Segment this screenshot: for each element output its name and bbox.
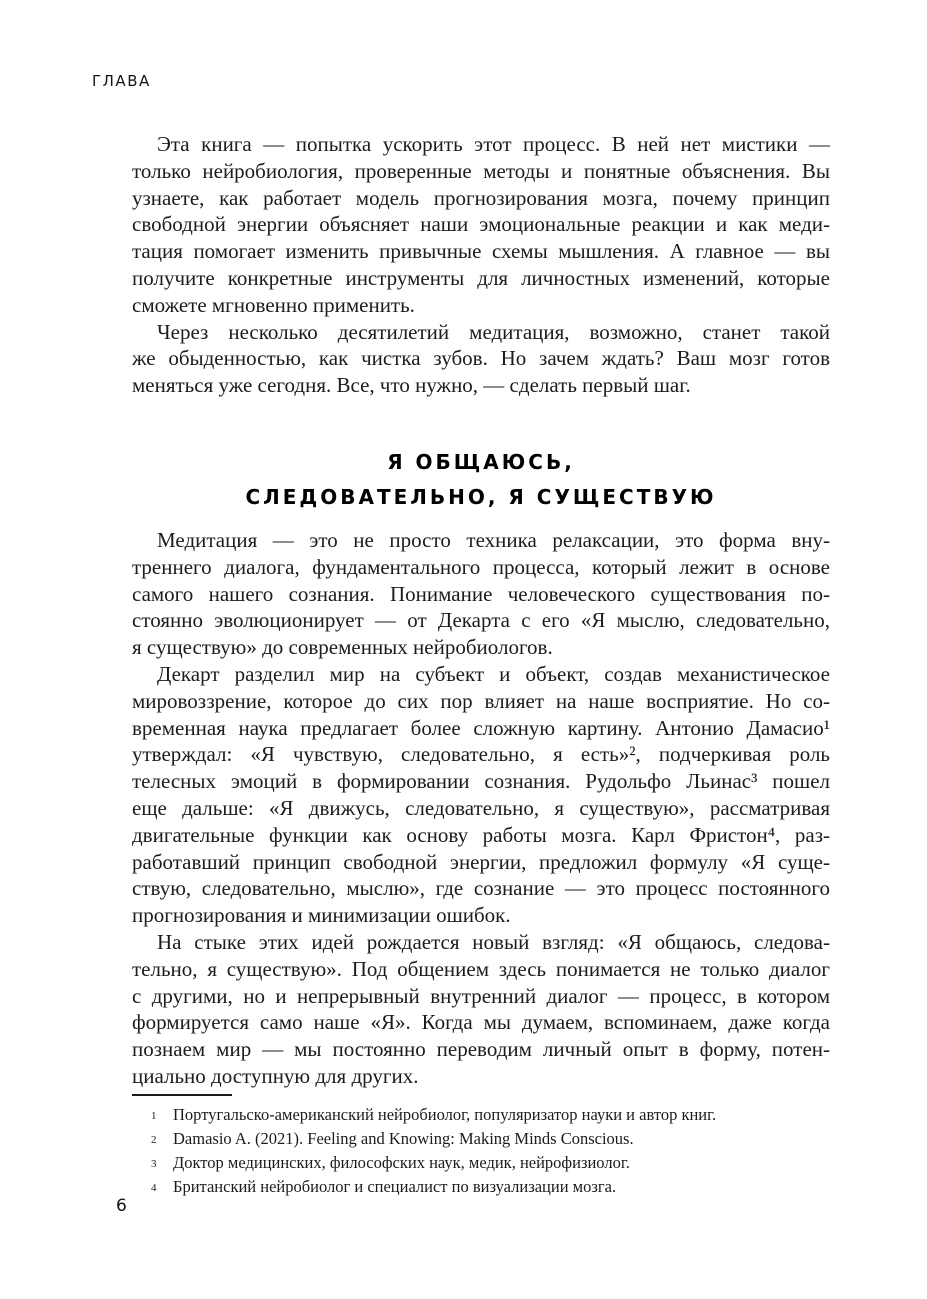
text-line: узнаете, как работает модель прогнозирования мозга, почему принцип	[132, 185, 830, 210]
text-line: же обыденностью, как чистка зубов. Но зачем ждать? Ваш мозг готов	[132, 346, 830, 371]
section-heading-line: СЛЕДОВАТЕЛЬНО, Я СУЩЕСТВУЮ	[245, 484, 717, 509]
footnote-marker: 2	[151, 1133, 157, 1146]
footnote-text: Damasio A. (2021). Feeling and Knowing: Making Minds Conscious.	[173, 1128, 634, 1148]
text-block	[132, 131, 830, 1199]
text-line: На стыке этих идей рождается новый взгляд: «Я общаюсь, следова-	[157, 929, 830, 954]
text-line: Декарт разделил мир на субъект и объект, создав механистическое	[157, 661, 830, 686]
footnote	[132, 1103, 830, 1127]
page-number: 6	[116, 1196, 127, 1216]
text-line: только нейробиология, проверенные методы и понятные объяснения. Вы	[132, 158, 830, 183]
paragraph	[132, 929, 830, 1090]
text-line: телесных эмоций в формировании сознания. Рудольфо Льинас³ пошел	[132, 769, 830, 794]
text-line: прогнозирования и минимизации ошибок.	[132, 903, 511, 928]
footnote-text: Доктор медицинских, философских наук, медик, нейрофизиолог.	[173, 1152, 630, 1172]
text-line: треннего диалога, фундаментального процесса, который лежит в основе	[132, 554, 830, 579]
footnotes	[132, 1094, 830, 1199]
text-line: меняться уже сегодня. Все, что нужно, — сделать первый шаг.	[132, 373, 691, 398]
text-line: еще дальше: «Я движусь, следовательно, я существую», рассматривая	[132, 795, 830, 820]
footnote-marker: 3	[151, 1157, 157, 1170]
text-line: познаем мир — мы постоянно переводим личный опыт в форму, потен-	[132, 1037, 830, 1062]
footnote-text: Британский нейробиолог и специалист по визуализации мозга.	[173, 1176, 617, 1196]
text-line: циально доступную для других.	[132, 1063, 419, 1088]
footnote-marker: 1	[151, 1109, 157, 1122]
paragraph	[132, 319, 830, 399]
paragraph	[132, 131, 830, 319]
text-line: ствую, следовательно, мыслю», где сознание — это процесс постоянного	[132, 876, 830, 901]
text-line: получите конкретные инструменты для личностных изменений, которые	[132, 265, 830, 290]
section-heading-line: Я ОБЩАЮСЬ,	[387, 449, 575, 474]
running-head: ГЛАВА	[92, 72, 151, 90]
text-line: временная наука предлагает более сложную картину. Антонио Дамасио¹	[132, 715, 830, 740]
footnote-text: Португальско-американский нейробиолог, популяризатор науки и автор книг.	[173, 1104, 717, 1124]
text-line: формируется само наше «Я». Когда мы думаем, вспоминаем, даже когда	[132, 1010, 830, 1035]
text-line: свободной энергии объясняет наши эмоциональные реакции и как меди-	[132, 212, 830, 237]
footnote	[132, 1175, 830, 1199]
text-line: с другими, но и непрерывный внутренний диалог — процесс, в котором	[132, 983, 830, 1008]
text-line: тельно, я существую». Под общением здесь понимается не только диалог	[132, 956, 830, 981]
text-line: Через несколько десятилетий медитация, возможно, станет такой	[157, 319, 830, 344]
text-line: Медитация — это не просто техника релаксации, это форма вну-	[157, 527, 830, 552]
footnote	[132, 1127, 830, 1151]
text-line: Эта книга — попытка ускорить этот процесс. В ней нет мистики —	[157, 132, 830, 156]
section-heading	[132, 445, 830, 515]
footnote-marker: 4	[151, 1181, 157, 1194]
paragraph	[132, 661, 830, 929]
text-line: мировоззрение, которое до сих пор влияет на наше восприятие. Но со-	[132, 688, 830, 713]
text-line: я существую» до современных нейробиологов.	[132, 635, 553, 660]
text-line: стоянно эволюционирует — от Декарта с его «Я мыслю, следовательно,	[132, 608, 830, 633]
footnote-divider	[132, 1094, 232, 1096]
text-line: тация помогает изменить привычные схемы мышления. А главное — вы	[132, 239, 830, 264]
text-line: самого нашего сознания. Понимание человеческого существования по-	[132, 581, 830, 606]
paragraph	[132, 527, 830, 661]
text-line: сможете мгновенно применить.	[132, 292, 415, 317]
text-line: работавший принцип свободной энергии, предложил формулу «Я суще-	[132, 849, 830, 874]
text-line: двигательные функции как основу работы мозга. Карл Фристон⁴, раз-	[132, 822, 830, 847]
footnote	[132, 1151, 830, 1175]
text-line: утверждал: «Я чувствую, следовательно, я есть»², подчеркивая роль	[132, 742, 830, 767]
